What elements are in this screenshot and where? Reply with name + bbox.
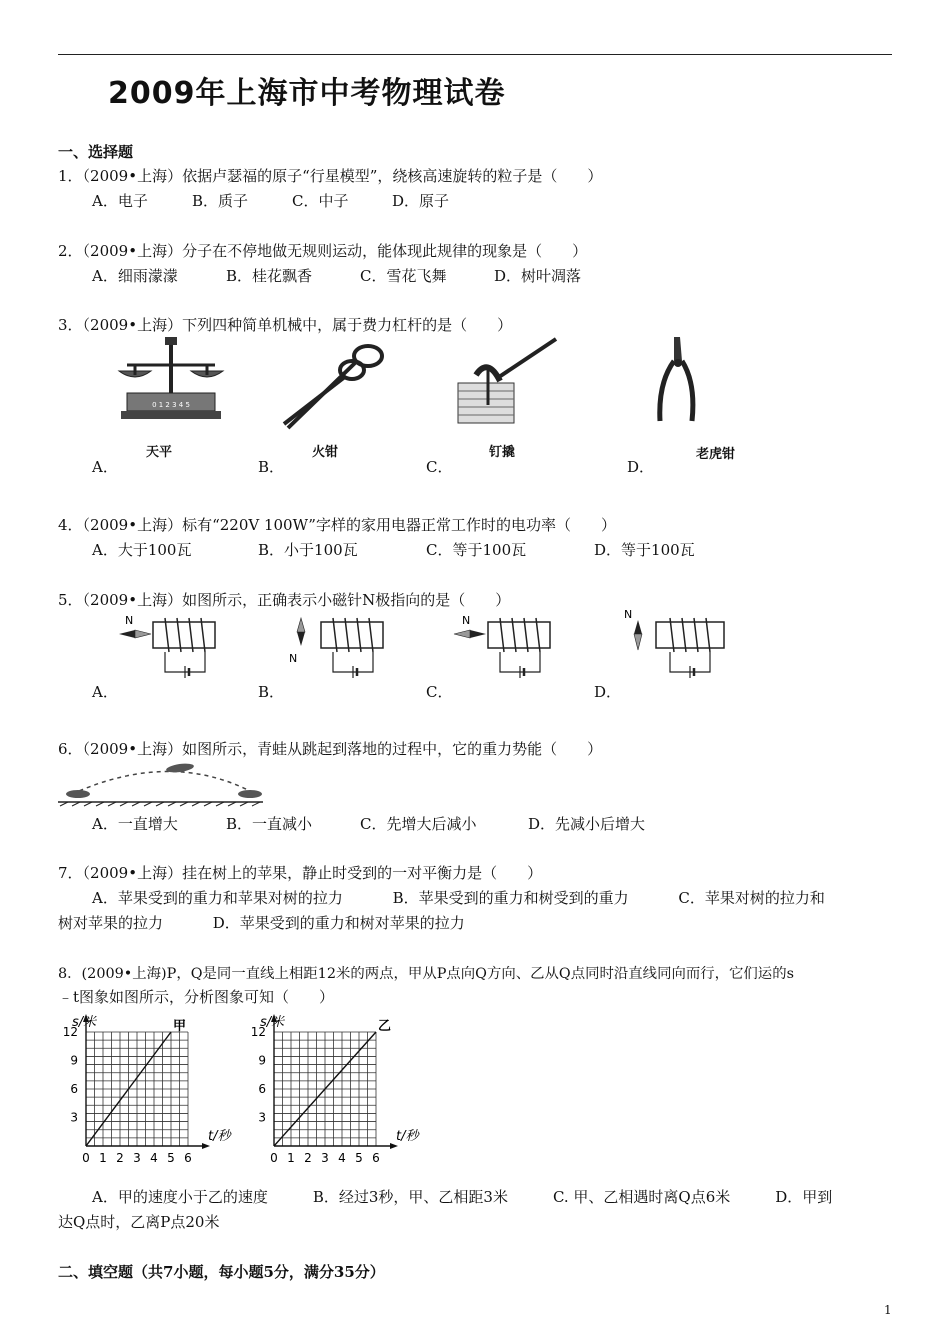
q1-option-c: C．中子	[292, 192, 349, 210]
x-tick-label: 3	[321, 1151, 329, 1165]
x-tick-label: 4	[338, 1151, 346, 1165]
y-tick-label: 9	[70, 1053, 78, 1068]
q7-options-line-1: A．苹果受到的重力和苹果对树的拉力 B．苹果受到的重力和树受到的重力 C．苹果对树的拉力和	[92, 889, 825, 907]
q1-option-a: A．电子	[92, 192, 148, 210]
question-7-stem: 7．（2009•上海）挂在树上的苹果，静止时受到的一对平衡力是（ ）	[58, 864, 543, 882]
q2-option-c: C．雪花飞舞	[360, 267, 447, 285]
x-tick-label: 5	[167, 1151, 175, 1165]
q7-options-line-2: 树对苹果的拉力 D．苹果受到的重力和树对苹果的拉力	[58, 914, 465, 932]
x-tick-label: 2	[116, 1151, 124, 1165]
fire-tongs-figure	[280, 340, 390, 435]
question-5-stem: 5．（2009•上海）如图所示，正确表示小磁针N极指向的是（ ）	[58, 591, 511, 609]
q5-option-b: B．	[258, 683, 285, 701]
frog-jump-figure	[58, 758, 268, 810]
y-tick-label: 3	[70, 1110, 78, 1125]
q1-option-d: D．原子	[392, 192, 450, 210]
q3-option-c: C．	[426, 458, 453, 476]
q2-option-a: A．细雨濛濛	[92, 267, 178, 285]
question-8-stem-cont: ﹣t图象如图所示，分析图象可知（ ）	[58, 988, 335, 1006]
q3-caption-a: 天平	[146, 445, 173, 460]
q3-option-b: B．	[258, 458, 285, 476]
question-1-stem: 1．（2009•上海）依据卢瑟福的原子“行星模型”，绕核高速旋转的粒子是（ ）	[58, 167, 603, 185]
q3-caption-c: 钉撬	[489, 445, 516, 460]
balance-scale-figure	[115, 335, 225, 425]
q5-option-a: A．	[92, 683, 118, 701]
q6-option-b: B．一直减小	[226, 815, 313, 833]
svg-text:N: N	[462, 614, 471, 627]
q5-option-d: D．	[594, 683, 622, 701]
x-tick-label: 0	[270, 1151, 278, 1165]
q8-options-line-2: 达Q点时，乙离P点20米	[58, 1213, 220, 1231]
y-tick-label: 12	[250, 1025, 266, 1039]
nail-puller-figure	[452, 335, 562, 430]
question-6-stem: 6．（2009•上海）如图所示，青蛙从跳起到落地的过程中，它的重力势能（ ）	[58, 740, 603, 758]
pliers-figure	[648, 333, 708, 428]
y-tick-label: 3	[258, 1110, 266, 1125]
x-tick-label: 1	[287, 1151, 295, 1165]
q4-option-c: C．等于100瓦	[426, 541, 527, 559]
question-2-stem: 2．（2009•上海）分子在不停地做无规则运动，能体现此规律的现象是（ ）	[58, 242, 588, 260]
y-axis-label: s/米	[72, 1015, 97, 1030]
question-4-stem: 4．（2009•上海）标有“220V 100W”字样的家用电器正常工作时的电功率（ ）	[58, 516, 616, 534]
q6-option-a: A．一直增大	[92, 815, 178, 833]
series-label: 乙	[378, 1019, 392, 1034]
x-axis-label: t/秒	[396, 1129, 419, 1144]
x-tick-label: 0	[82, 1151, 90, 1165]
st-graph-jia	[58, 1006, 248, 1176]
q3-option-a: A．	[92, 458, 118, 476]
q6-option-c: C．先增大后减小	[360, 815, 477, 833]
q4-option-d: D．等于100瓦	[594, 541, 695, 559]
top-rule	[58, 54, 892, 55]
q6-option-d: D．先减小后增大	[528, 815, 646, 833]
svg-text:N: N	[125, 614, 134, 627]
x-tick-label: 4	[150, 1151, 158, 1165]
q3-option-d: D．	[627, 458, 655, 476]
page-number: 1	[884, 1303, 892, 1317]
series-label: 甲	[173, 1019, 187, 1034]
q1-option-b: B．质子	[192, 192, 249, 210]
y-tick-label: 12	[62, 1025, 78, 1039]
svg-text:0 1 2 3 4 5: 0 1 2 3 4 5	[152, 401, 190, 409]
q4-option-b: B．小于100瓦	[258, 541, 358, 559]
question-3-stem: 3．（2009•上海）下列四种简单机械中，属于费力杠杆的是（ ）	[58, 316, 513, 334]
q5-option-c: C．	[426, 683, 453, 701]
x-tick-label: 2	[304, 1151, 312, 1165]
solenoid-figure-a	[115, 612, 225, 678]
q2-option-b: B．桂花飘香	[226, 267, 313, 285]
solenoid-figure-c	[450, 612, 560, 678]
section-heading-1: 一、选择题	[58, 143, 134, 161]
page-title: 2009年上海市中考物理试卷	[108, 76, 506, 111]
q8-options-line-1: A．甲的速度小于乙的速度 B．经过3秒，甲、乙相距3米 C. 甲、乙相遇时离Q点6米 D．甲到	[92, 1188, 833, 1206]
svg-text:N: N	[624, 608, 633, 621]
y-tick-label: 9	[258, 1053, 266, 1068]
q3-caption-b: 火钳	[312, 445, 339, 460]
y-axis-label: s/米	[260, 1015, 285, 1030]
x-tick-label: 3	[133, 1151, 141, 1165]
x-tick-label: 6	[184, 1151, 192, 1165]
q3-caption-d: 老虎钳	[696, 447, 736, 462]
svg-text:N: N	[289, 652, 298, 665]
x-tick-label: 1	[99, 1151, 107, 1165]
st-graph-yi	[246, 1006, 436, 1176]
solenoid-figure-b	[283, 612, 393, 678]
section-heading-2: 二、填空题（共7小题，每小题5分，满分35分）	[58, 1263, 385, 1281]
question-8-stem: 8．(2009•上海)P，Q是同一直线上相距12米的两点，甲从P点向Q方向、乙从Q点同时沿直线同向而行，它们运的s	[58, 966, 794, 982]
q2-option-d: D．树叶凋落	[494, 267, 582, 285]
y-tick-label: 6	[258, 1082, 266, 1096]
x-tick-label: 6	[372, 1151, 380, 1165]
y-tick-label: 6	[70, 1082, 78, 1096]
x-tick-label: 5	[355, 1151, 363, 1165]
x-axis-label: t/秒	[208, 1129, 231, 1144]
q4-option-a: A．大于100瓦	[92, 541, 192, 559]
solenoid-figure-d	[620, 606, 730, 678]
